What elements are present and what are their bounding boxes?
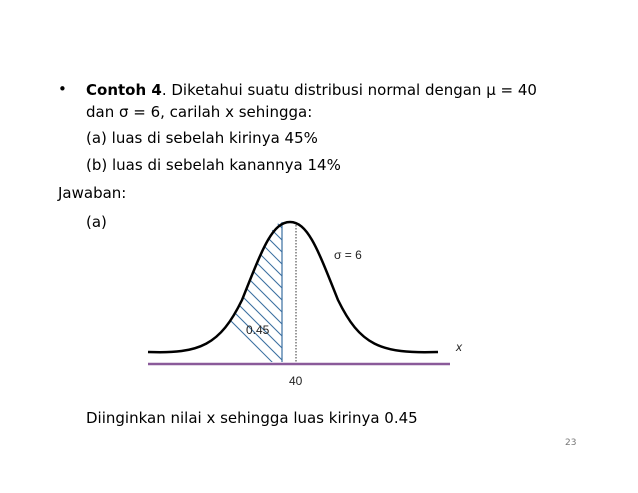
- hatch-line: [132, 210, 292, 370]
- mean-label: 40: [289, 374, 303, 388]
- answer-heading: Jawaban:: [58, 184, 127, 202]
- sigma-label: σ = 6: [334, 248, 362, 262]
- example-line-2: dan σ = 6, carilah x sehingga:: [86, 103, 313, 121]
- bullet-marker: •: [58, 80, 67, 98]
- hatch-line: [312, 210, 472, 370]
- axis-x-label: x: [456, 340, 462, 354]
- hatch-line: [252, 210, 412, 370]
- hatch-line: [288, 210, 448, 370]
- question-b: (b) luas di sebelah kanannya 14%: [86, 156, 341, 174]
- hatch-line: [276, 210, 436, 370]
- page-number: 23: [565, 438, 577, 448]
- example-label: Contoh 4: [86, 81, 162, 99]
- conclusion-text: Diinginkan nilai x sehingga luas kirinya 0.45: [86, 409, 418, 427]
- normal-curve: [148, 222, 438, 352]
- hatch-line: [144, 210, 304, 370]
- answer-part-a: (a): [86, 213, 107, 231]
- hatch-line: [204, 210, 364, 370]
- hatch-line: [156, 210, 316, 370]
- hatch-line: [168, 210, 328, 370]
- area-label: 0.45: [246, 323, 270, 337]
- hatch-line: [264, 210, 424, 370]
- question-a: (a) luas di sebelah kirinya 45%: [86, 129, 318, 147]
- shaded-area-hatching: [120, 210, 484, 370]
- hatch-line: [240, 210, 400, 370]
- example-statement: . Diketahui suatu distribusi normal dengan μ = 40: [161, 81, 537, 99]
